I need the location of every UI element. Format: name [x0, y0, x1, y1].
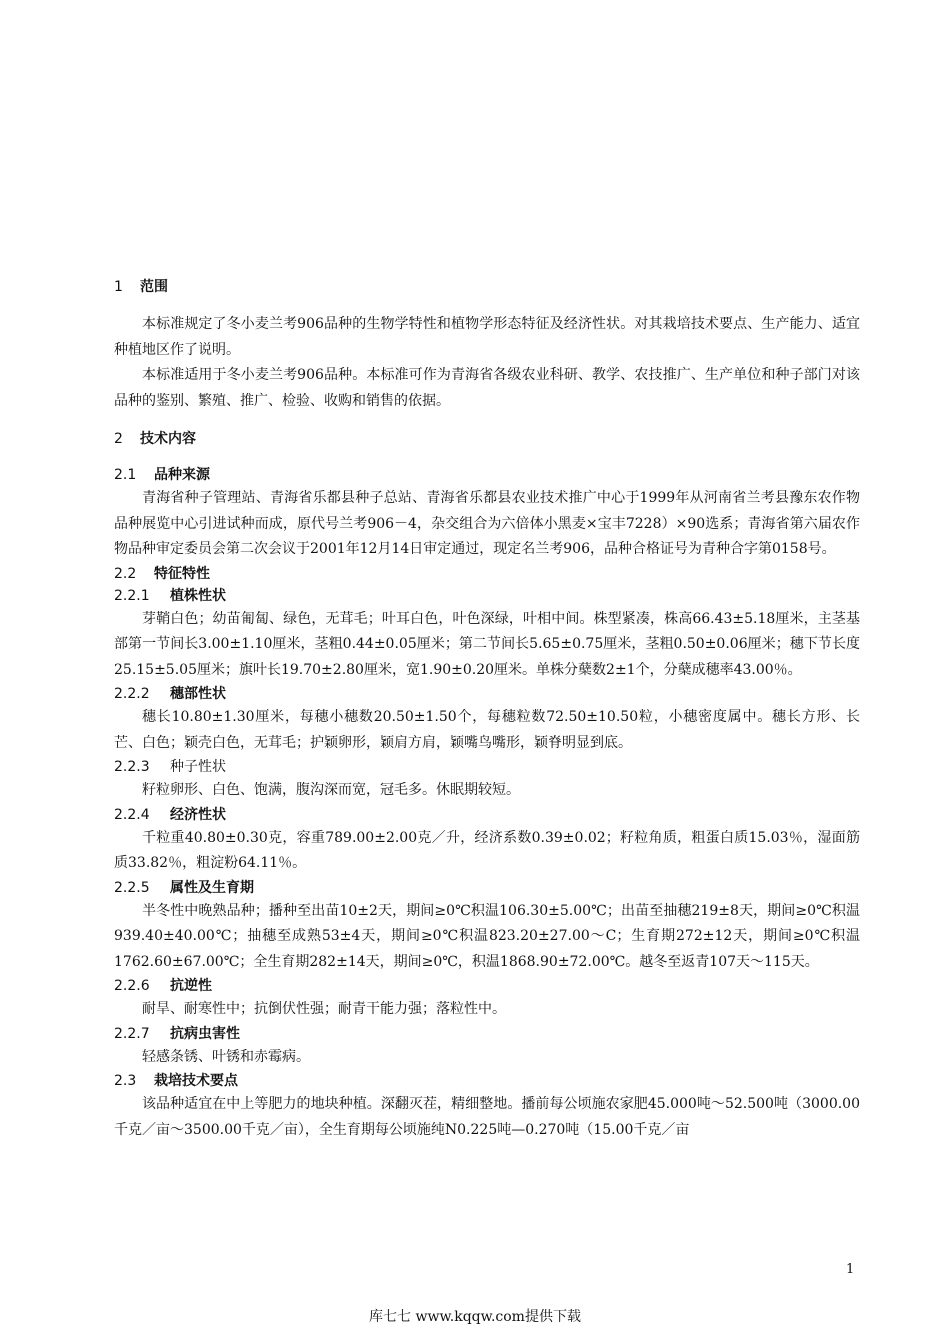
section-title: 穗部性状: [170, 686, 226, 702]
section-title: 抗逆性: [170, 978, 212, 994]
section-number: 2: [114, 431, 123, 447]
section-2-2-6-heading: [114, 975, 860, 997]
section-2-2-7-heading: [114, 1023, 860, 1045]
section-title: 品种来源: [154, 467, 210, 483]
cultivation-paragraph: 该品种适宜在中上等肥力的地块种植。深翻灭茬，精细整地。播前每公顷施农家肥45.000吨～52.500吨（3000.00千克／亩～3500.00千克／亩），全生育期每公顷施纯N0.225吨—0.270吨（15.00千克／亩: [114, 1096, 860, 1138]
section-2-2-4-heading: [114, 804, 860, 826]
section-2-2-3-heading: [114, 756, 860, 778]
section-2-2-5-heading: [114, 877, 860, 899]
page-number: 1: [846, 1262, 855, 1277]
stress-resistance-paragraph: 耐旱、耐寒性中；抗倒伏性强；耐青干能力强；落粒性中。: [142, 1001, 506, 1017]
download-source-footer: 库七七 www.kqqw.com提供下载: [369, 1309, 581, 1325]
section-2-heading: [114, 428, 860, 450]
section-number: 2.2.2: [114, 686, 150, 702]
section-title: 范围: [140, 279, 168, 295]
growth-period-paragraph: 半冬性中晚熟品种；播种至出苗10±2天，期间≥0℃积温106.30±5.00℃；出苗至抽穗219±8天，期间≥0℃积温939.40±40.00℃；抽穗至成熟53±4天，期间≥0℃积温823.20±27.00～C；生育期272±12天，期间≥0℃积温1762.60±67.00℃；全生育期282±14天，期间≥0℃，积温1868.90±72.00℃。越冬至返青107天～115天。: [114, 902, 860, 970]
scope-paragraph-1: 本标准规定了冬小麦兰考906品种的生物学特性和植物学形态特征及经济性状。对其栽培技术要点、生产能力、适宜种植地区作了说明。: [114, 316, 860, 358]
section-title: 栽培技术要点: [154, 1073, 238, 1089]
section-title: 种子性状: [170, 759, 226, 775]
section-2-3-heading: [114, 1070, 860, 1092]
section-2-1-heading: [114, 464, 860, 486]
section-1-heading: [114, 276, 860, 298]
section-2-2-2-heading: [114, 683, 860, 705]
section-number: 2.2.3: [114, 759, 150, 775]
section-number: 2.3: [114, 1073, 137, 1089]
section-2-2-1-heading: [114, 585, 860, 607]
disease-resistance-paragraph: 轻感条锈、叶锈和赤霉病。: [142, 1048, 310, 1065]
section-title: 植株性状: [170, 587, 226, 604]
spike-traits-paragraph: 穗长10.80±1.30厘米，每穗小穗数20.50±1.50个，每穗粒数72.50±10.50粒，小穗密度属中。穗长方形、长芒、白色；颖壳白色，无茸毛；护颖卵形，颖肩方肩，颖嘴鸟嘴形，颖脊明显到底。: [114, 709, 860, 751]
section-number: 2.2.7: [114, 1025, 150, 1042]
section-title: 经济性状: [170, 806, 226, 823]
section-2-2-heading: [114, 563, 860, 585]
section-title: 技术内容: [140, 431, 196, 447]
section-number: 2.2: [114, 565, 137, 582]
section-title: 属性及生育期: [170, 879, 254, 896]
economic-traits-paragraph: 千粒重40.80±0.30克，容重789.00±2.00克／升，经济系数0.39±0.02；籽粒角质，粗蛋白质15.03％，湿面筋质33.82％，粗淀粉64.11％。: [114, 829, 860, 871]
document-body: [114, 276, 860, 1143]
section-number: 2.2.4: [114, 806, 150, 823]
scope-paragraph-2: 本标准适用于冬小麦兰考906品种。本标准可作为青海省各级农业科研、教学、农技推广、生产单位和种子部门对该品种的鉴别、繁殖、推广、检验、收购和销售的依据。: [114, 367, 860, 409]
section-title: 抗病虫害性: [170, 1025, 240, 1042]
seed-traits-paragraph: 籽粒卵形、白色、饱满，腹沟深而宽，冠毛多。休眠期较短。: [142, 782, 520, 798]
section-number: 1: [114, 279, 123, 295]
section-number: 2.2.5: [114, 879, 150, 896]
section-number: 2.2.1: [114, 587, 150, 604]
plant-traits-paragraph: 芽鞘白色；幼苗匍匐、绿色，无茸毛；叶耳白色，叶色深绿，叶相中间。株型紧凑，株高66.43±5.18厘米，主茎基部第一节间长3.00±1.10厘米，茎粗0.44±0.05厘米；第二节间长5.65±0.75厘米，茎粗0.50±0.06厘米；穗下节长度25.15±5.05厘米；旗叶长19.70±2.80厘米，宽1.90±0.20厘米。单株分蘖数2±1个，分蘖成穗率43.00％。: [114, 610, 860, 678]
section-title: 特征特性: [154, 565, 210, 582]
section-number: 2.2.6: [114, 978, 150, 994]
variety-origin-paragraph: 青海省种子管理站、青海省乐都县种子总站、青海省乐都县农业技术推广中心于1999年从河南省兰考县豫东农作物品种展览中心引进试种而成，原代号兰考906－4，杂交组合为六倍体小黑麦×宝丰7228）×90选系；青海省第六届农作物品种审定委员会第二次会议于2001年12月14日审定通过，现定名兰考906，品种合格证号为青种合字第0158号。: [114, 490, 860, 557]
section-number: 2.1: [114, 467, 137, 483]
